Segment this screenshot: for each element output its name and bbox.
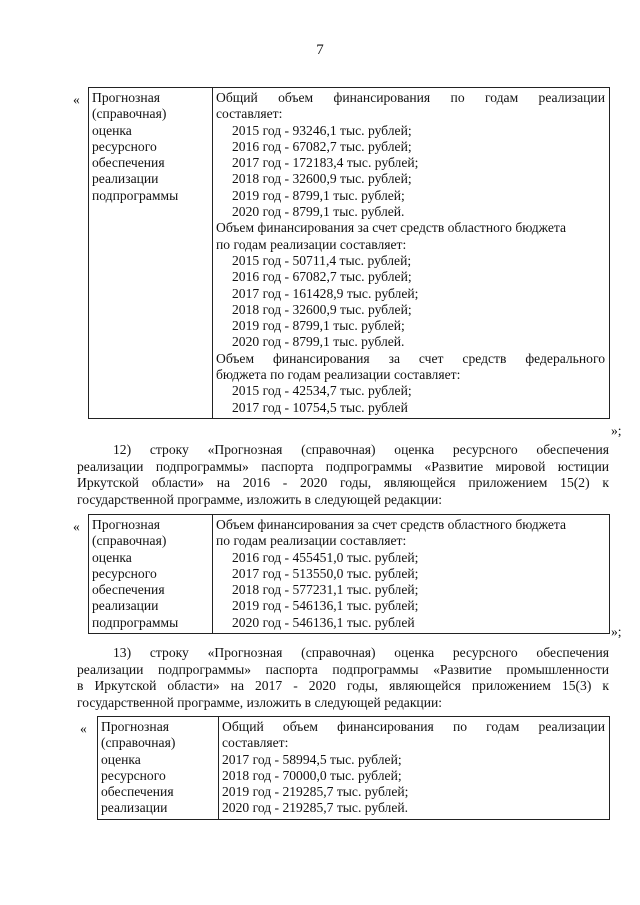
label-cell bbox=[98, 717, 219, 820]
paragraph-line: государственной программе, изложить в следующей редакции: bbox=[77, 694, 443, 710]
year-amount: 2017 год - 513550,0 тыс. рублей; bbox=[232, 565, 419, 581]
label-line: оценка bbox=[92, 122, 132, 138]
label-line: оценка bbox=[101, 751, 141, 767]
opening-quote: « bbox=[73, 519, 80, 534]
value-cell bbox=[213, 88, 610, 419]
year-amount: 2017 год - 161428,9 тыс. рублей; bbox=[232, 285, 419, 301]
year-amount: 2018 год - 70000,0 тыс. рублей; bbox=[222, 767, 402, 783]
label-line: обеспечения bbox=[101, 784, 174, 800]
label-line: (справочная) bbox=[92, 106, 167, 122]
label-line: Прогнозная bbox=[92, 517, 160, 532]
paragraph-line: государственной программе, изложить в следующей редакции: bbox=[77, 491, 443, 507]
label-line: реализации bbox=[92, 598, 159, 614]
label-line: подпрограммы bbox=[92, 614, 179, 630]
regional-heading: Объем финансирования за счет средств областного бюджета bbox=[216, 220, 567, 236]
label-line: обеспечения bbox=[92, 582, 165, 598]
label-cell bbox=[89, 88, 213, 419]
total-heading: Общий объем финансирования по годам реализации bbox=[216, 90, 605, 105]
value-cell bbox=[213, 515, 610, 634]
total-heading: Общий объем финансирования по годам реализации bbox=[222, 719, 605, 734]
label-line: подпрограммы bbox=[92, 187, 179, 203]
paragraph-12 bbox=[77, 442, 609, 508]
year-amount: 2017 год - 58994,5 тыс. рублей; bbox=[222, 751, 402, 767]
label-line: реализации bbox=[92, 171, 159, 187]
regional-heading: по годам реализации составляет: bbox=[216, 533, 407, 549]
year-amount: 2018 год - 32600,9 тыс. рублей; bbox=[232, 301, 412, 317]
closing-quote: »; bbox=[611, 423, 622, 438]
paragraph-line: реализации подпрограммы» паспорта подпрограммы «Развитие мировой юстиции bbox=[77, 458, 609, 474]
paragraph-line: 12) строку «Прогнозная (справочная) оценка ресурсного обеспечения bbox=[113, 442, 609, 457]
resource-table-2 bbox=[88, 514, 610, 634]
label-line: реализации bbox=[101, 800, 168, 816]
federal-heading: бюджета по годам реализации составляет: bbox=[216, 367, 461, 383]
label-line: (справочная) bbox=[92, 533, 167, 549]
value-cell bbox=[219, 717, 610, 820]
year-amount: 2015 год - 93246,1 тыс. рублей; bbox=[232, 122, 412, 138]
label-line: обеспечения bbox=[92, 155, 165, 171]
label-cell bbox=[89, 515, 213, 634]
year-amount: 2020 год - 219285,7 тыс. рублей. bbox=[222, 800, 409, 816]
page-number: 7 bbox=[316, 42, 324, 58]
year-amount: 2020 год - 546136,1 тыс. рублей bbox=[232, 614, 415, 630]
year-amount: 2019 год - 546136,1 тыс. рублей; bbox=[232, 598, 419, 614]
year-amount: 2016 год - 67082,7 тыс. рублей; bbox=[232, 138, 412, 154]
label-line: ресурсного bbox=[101, 767, 166, 783]
label-line: ресурсного bbox=[92, 138, 157, 154]
year-amount: 2016 год - 67082,7 тыс. рублей; bbox=[232, 269, 412, 285]
year-amount: 2020 год - 8799,1 тыс. рублей. bbox=[232, 334, 405, 350]
resource-table-3 bbox=[97, 716, 610, 820]
opening-quote: « bbox=[80, 721, 87, 736]
table-row bbox=[89, 515, 610, 634]
paragraph-line: 13) строку «Прогнозная (справочная) оценка ресурсного обеспечения bbox=[113, 645, 609, 660]
label-line: (справочная) bbox=[101, 735, 176, 751]
year-amount: 2019 год - 8799,1 тыс. рублей; bbox=[232, 318, 405, 334]
total-heading: составляет: bbox=[222, 735, 289, 751]
year-amount: 2017 год - 10754,5 тыс. рублей bbox=[232, 399, 408, 415]
label-line: Прогнозная bbox=[101, 719, 169, 734]
year-amount: 2019 год - 219285,7 тыс. рублей; bbox=[222, 784, 409, 800]
year-amount: 2015 год - 50711,4 тыс. рублей; bbox=[232, 252, 412, 268]
table-3-wrap bbox=[97, 716, 610, 820]
label-line: ресурсного bbox=[92, 565, 157, 581]
paragraph-13 bbox=[77, 645, 609, 711]
table-row bbox=[89, 88, 610, 419]
regional-heading: Объем финансирования за счет средств областного бюджета bbox=[216, 517, 567, 532]
federal-heading: Объем финансирования за счет средств федерального bbox=[216, 350, 605, 366]
closing-quote: »; bbox=[611, 624, 622, 639]
label-line: Прогнозная bbox=[92, 90, 160, 105]
label-line: оценка bbox=[92, 549, 132, 565]
year-amount: 2020 год - 8799,1 тыс. рублей. bbox=[232, 204, 405, 220]
table-row bbox=[98, 717, 610, 820]
year-amount: 2017 год - 172183,4 тыс. рублей; bbox=[232, 155, 419, 171]
paragraph-line: реализации подпрограммы» паспорта подпрограммы «Развитие промышленности bbox=[77, 661, 609, 677]
table-2-wrap bbox=[88, 514, 610, 634]
paragraph-line: в Иркутской области» на 2017 - 2020 годы, являющейся приложением 15(3) к bbox=[77, 678, 609, 694]
year-amount: 2018 год - 32600,9 тыс. рублей; bbox=[232, 171, 412, 187]
year-amount: 2018 год - 577231,1 тыс. рублей; bbox=[232, 582, 419, 598]
year-amount: 2019 год - 8799,1 тыс. рублей; bbox=[232, 187, 405, 203]
year-amount: 2015 год - 42534,7 тыс. рублей; bbox=[232, 383, 412, 399]
total-heading: составляет: bbox=[216, 106, 283, 122]
regional-heading: по годам реализации составляет: bbox=[216, 236, 407, 252]
opening-quote: « bbox=[73, 92, 80, 107]
resource-table-1 bbox=[88, 87, 610, 419]
year-amount: 2016 год - 455451,0 тыс. рублей; bbox=[232, 549, 419, 565]
paragraph-line: Иркутской области» на 2016 - 2020 годы, являющейся приложением 15(2) к bbox=[77, 475, 609, 491]
table-1-wrap bbox=[88, 87, 610, 419]
